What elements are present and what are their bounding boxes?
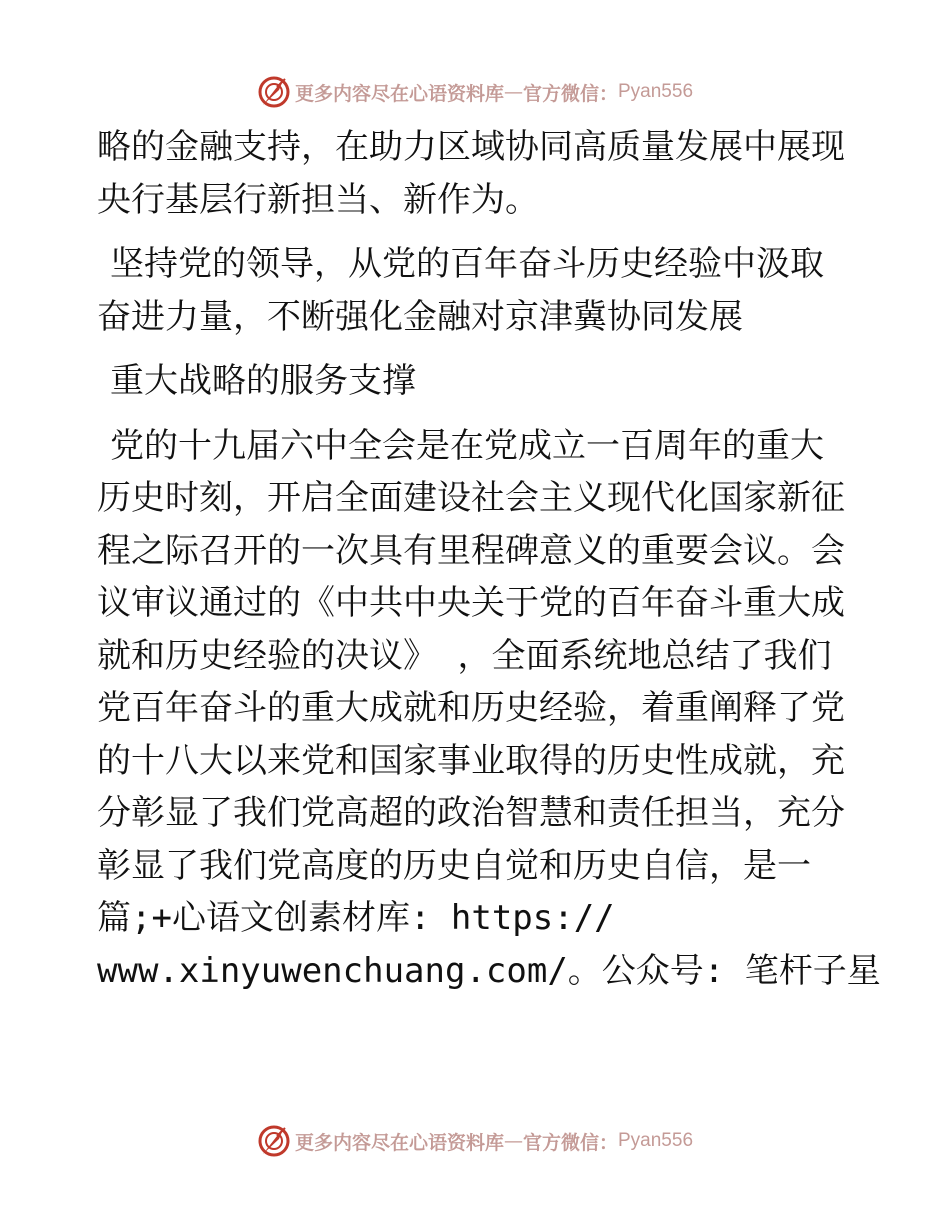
watermark-wechat-handle: Pyan556	[618, 81, 694, 102]
text-line: 略的金融支持，在助力区域协同高质量发展中展现	[97, 127, 845, 167]
text-line: 彰显了我们党高度的历史自觉和历史自信，是一	[97, 845, 811, 886]
text-line: 奋进力量，不断强化金融对京津冀协同发展	[97, 296, 743, 337]
text-line-with-link: www.xinyuwenchuang.com/。公众号: 笔杆子星	[97, 950, 881, 991]
section-heading-continued	[97, 355, 857, 408]
text-line: 党的十九届六中全会是在党成立一百周年的重大	[110, 425, 824, 466]
watermark-wechat-label: 官方微信：	[522, 1131, 618, 1154]
paragraph	[97, 420, 881, 998]
watermark-wechat-label: 官方微信：	[522, 82, 618, 105]
quill-logo-icon	[257, 1124, 291, 1158]
watermark-separator: —	[503, 81, 523, 103]
watermark-header	[0, 72, 950, 112]
text-line: 重大战略的服务支撑	[110, 361, 416, 401]
text-line: 分彰显了我们党高超的政治智慧和责任担当，充分	[97, 793, 845, 833]
paragraph	[97, 121, 857, 226]
document-body	[97, 121, 881, 997]
text-line: 的十八大以来党和国家事业取得的历史性成就，充	[97, 740, 845, 781]
text-line: 历史时刻，开启全面建设社会主义现代化国家新征	[97, 478, 845, 518]
watermark-footer	[0, 1121, 950, 1161]
watermark-promo-text: 更多内容尽在心语资料库	[294, 1131, 504, 1154]
text-line: 央行基层行新担当、新作为。	[97, 179, 539, 220]
text-line-with-link: 篇;+心语文创素材库: https://	[97, 898, 615, 938]
quill-logo-icon	[257, 75, 291, 109]
text-line: 程之际召开的一次具有里程碑意义的重要会议。会	[97, 530, 845, 571]
text-line: 党百年奋斗的重大成就和历史经验，着重阐释了党	[97, 688, 845, 728]
section-heading	[97, 238, 857, 343]
watermark-wechat-handle: Pyan556	[618, 1130, 694, 1151]
text-line: 就和历史经验的决议》 ，全面系统地总结了我们	[97, 635, 832, 676]
watermark-promo-text: 更多内容尽在心语资料库	[294, 82, 504, 105]
watermark-separator: —	[503, 1130, 523, 1152]
text-line: 议审议通过的《中共中央关于党的百年奋斗重大成	[97, 583, 845, 623]
text-line: 坚持党的领导，从党的百年奋斗历史经验中汲取	[110, 244, 824, 284]
